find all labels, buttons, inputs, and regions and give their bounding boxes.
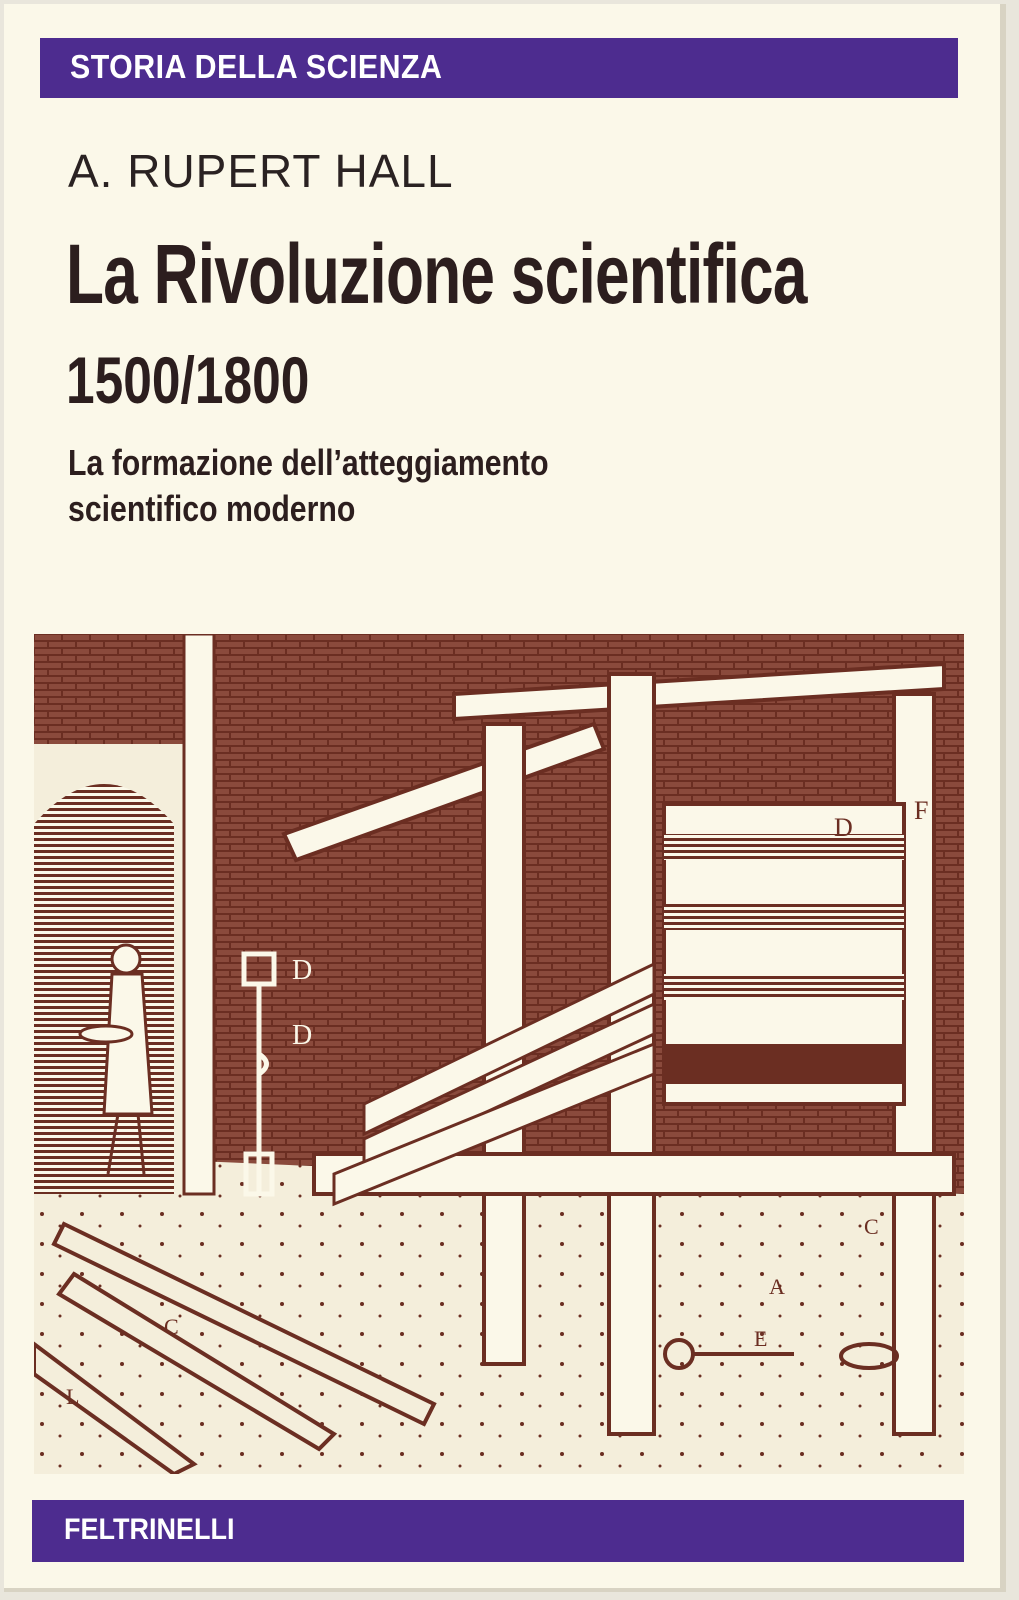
series-label: STORIA DELLA SCIENZA [70,48,443,85]
label-d-1: D [292,955,313,986]
drum [664,804,904,1104]
publisher-name: FELTRINELLI [64,1513,235,1546]
book-years: 1500/1800 [66,343,310,417]
woodcut-illustration [34,634,964,1474]
subtitle-line-2: scientifico moderno [68,488,356,529]
label-d-3: D [834,813,853,842]
label-e: E [754,1326,768,1351]
book-cover [4,4,1006,1592]
subtitle-line-1: La formazione dell’atteggiamento [68,442,549,483]
label-a: A [769,1274,785,1299]
label-f: F [914,796,929,825]
author-name: A. RUPERT HALL [68,145,454,197]
series-band [40,38,958,98]
label-l: L [66,1384,80,1409]
book-title: La Rivoluzione scientifica [66,227,807,321]
label-d-2: D [292,1020,313,1051]
publisher-band [32,1500,964,1562]
label-c-1: C [864,1214,879,1239]
label-c-2: C [164,1314,179,1339]
